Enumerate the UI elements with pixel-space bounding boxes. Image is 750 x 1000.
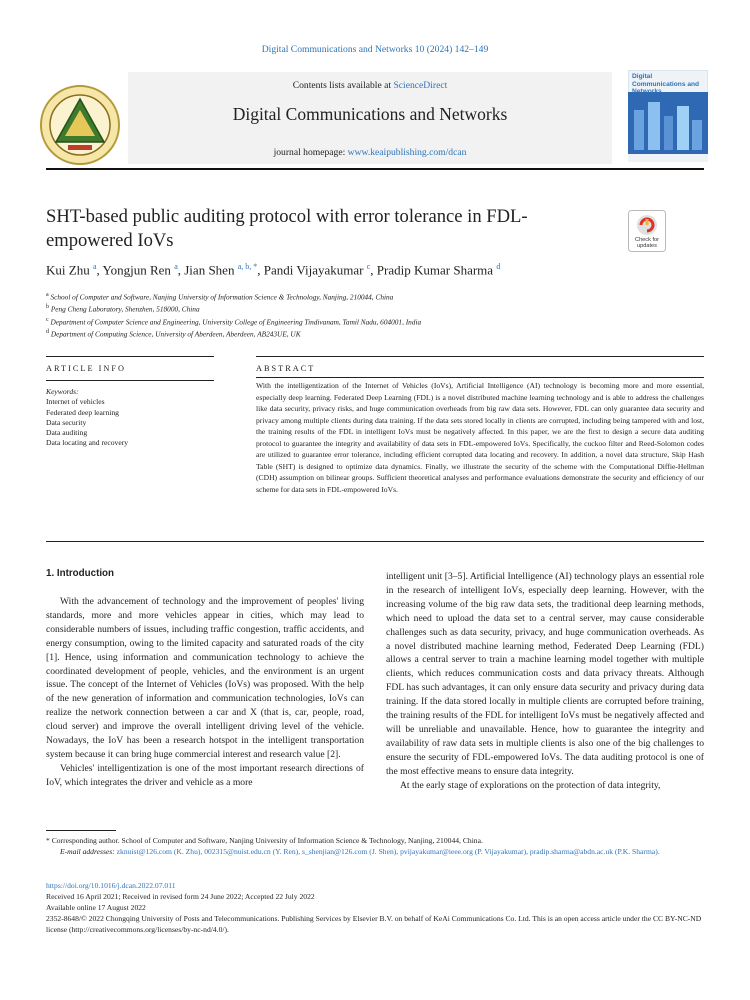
author-sup[interactable]: a, b, *	[237, 262, 258, 271]
keyword: Data locating and recovery	[46, 438, 129, 448]
homepage-prefix: journal homepage:	[273, 147, 348, 158]
article-title: SHT-based public auditing protocol with error tolerance in FDL-empowered IoVs	[46, 206, 528, 251]
abstract-text: With the intelligentization of the Internet of Vehicles (IoVs), Artificial Intelligence (AI) technology is becoming more and more essential, especially deep learning. Federated Deep Learning (FDL) is a novel distributed machine learning technology and is able to address the challenges like data security, privacy risks, and huge communication overheads from big raw data sets. However, FDL can only guarantee data security and privacy among multiple clients during data training. If the data sets stored locally in clients are corrupted, including being tampered with and lost, the training results of the FDL in intelligent IoVs must be negatively affected. In this paper, we are the first to design a secure data auditing protocol to guarantee the integrity and availability of data sets in FDL-empowered IoVs. Specifically, the cuckoo filter and Reed-Solomon codes are utilized to guarantee error tolerance, including efficient corrupted data locating and recovery. In addition, a novel data structure, Skip Hash Table (SHT) is designed to optimize data dynamics. Finally, we illustrate the security of the scheme with the Computational Diffie-Hellman (CDH) assumption on bilinear groups. Sufficient theoretical analyses and performance evaluations demonstrate the security and efficiency of our scheme for data sets in FDL-empowered IoVs.	[256, 381, 704, 494]
article-info-rule	[46, 380, 214, 381]
keyword: Data auditing	[46, 428, 88, 438]
email-addresses[interactable]: zknuist@126.com (K. Zhu), 002315@nuist.edu.cn (Y. Ren), s_shenjian@126.com (J. Shen), pvijayakumar@ieee.org (P. Vijayakumar), pradip.sharma@abdn.ac.uk (P.K. Sharma).	[116, 847, 660, 856]
available-date: Available online 17 August 2022	[46, 903, 146, 913]
keyword: Federated deep learning	[46, 407, 119, 417]
article-metadata	[46, 880, 706, 935]
body-right-column	[386, 570, 704, 793]
check-for-updates-badge[interactable]	[628, 210, 666, 252]
received-dates: Received 16 April 2021; Received in revised form 24 June 2022; Accepted 22 July 2022	[46, 892, 315, 902]
abstract-bottom-rule	[46, 541, 704, 542]
doi-link[interactable]: https://doi.org/10.1016/j.dcan.2022.07.011	[46, 881, 176, 890]
homepage-link[interactable]: www.keaipublishing.com/dcan	[347, 147, 467, 158]
abstract-heading: ABSTRACT	[256, 364, 316, 373]
contents-line	[128, 80, 612, 91]
section-heading: 1. Introduction	[46, 568, 115, 579]
email-label: E-mail addresses:	[60, 847, 115, 856]
affiliations	[46, 290, 706, 340]
sciencedirect-link[interactable]: ScienceDirect	[393, 80, 448, 91]
email-note	[46, 846, 706, 857]
author[interactable]: Yongjun Ren	[102, 262, 171, 278]
journal-cover-image	[628, 70, 708, 162]
paragraph: With the advancement of technology and the improvement of peoples' living standards, more and more vehicles appear in cities, which may lead to considerable numbers of issues, including traffic congestion, traffic accidents, and energy consumption, owing to the limited capacity and saturated roads of the city [1]. Hence, using information and communication technology to achieve the coordinated development of people, vehicles, and the environment is an urgent issue. The concept of the Internet of Vehicles (IoVs) was proposed. With the help of the new generation of information and communication technologies, IoVs can realize the network connection between a car and X (that is, car, people, road, cloud server) and improve the overall intelligent driving level of the vehicle. Nowadays, the IoV has been a research hotspot in the intelligent transportation system because it can bring huge commercial interest and research value [2].	[46, 596, 364, 760]
cover-title: Digital Communications and Networks	[632, 73, 700, 95]
copyright-notice: 2352-8648/© 2022 Chongqing University of Posts and Telecommunications. Publishing Services by Elsevier B.V. on behalf of KeAi Communications Co. Ltd. This is an open access article under the CC BY-NC-ND license (http://creativecommons.org/licenses/by-nc-nd/4.0/).	[46, 914, 702, 935]
author-sup[interactable]: a	[174, 262, 178, 271]
university-logo-icon	[38, 84, 122, 166]
footnote-rule	[46, 830, 116, 831]
affiliation: $^a$ School of Computer and Software, Nanjing University of Information Science & Technology, Nanjing, 210044, China	[46, 292, 394, 302]
author[interactable]: Pradip Kumar Sharma	[376, 262, 494, 278]
homepage-line	[128, 147, 612, 158]
abstract-rule-top	[256, 356, 704, 357]
affiliation: $^c$ Department of Computer Science and Engineering, University College of Engineering Tindivanam, Tamil Nadu, 604001, India	[46, 316, 422, 327]
corresponding-author-note: * Corresponding author. School of Computer and Software, Nanjing University of Information Science & Technology, Nanjing, 210044, China.	[46, 836, 483, 845]
author[interactable]: Jian Shen	[184, 262, 235, 278]
keyword: Internet of vehicles	[46, 397, 105, 407]
article-info-rule-top	[46, 356, 214, 357]
author[interactable]: Pandi Vijayakumar	[263, 262, 364, 278]
author-list: Kui Zhu $^a$, Yongjun Ren $^a$, Jian Shen $^{a, b, *}$, Pandi Vijayakumar $^c$, Pradip Kumar Sharma $^d$	[46, 262, 501, 278]
badge-label: Check for updates	[635, 237, 659, 250]
header-rule	[46, 168, 704, 170]
article-info-heading: ARTICLE INFO	[46, 364, 126, 373]
journal-citation[interactable]: Digital Communications and Networks 10 (2024) 142–149	[261, 44, 489, 55]
paragraph: At the early stage of explorations on the protection of data integrity,	[400, 779, 661, 791]
affiliation: $^d$ Department of Computing Science, University of Aberdeen, Aberdeen, AB243UE, UK	[46, 329, 301, 339]
body-left-column	[46, 595, 364, 790]
keywords-block	[46, 387, 216, 449]
affiliation: $^b$ Peng Cheng Laboratory, Shenzhen, 518000, China	[46, 304, 200, 314]
author[interactable]: Kui Zhu	[46, 262, 90, 278]
paragraph: intelligent unit [3–5]. Artificial Intelligence (AI) technology plays an essential role in the research of intelligent IoVs, especially deep learning. However, with the increasing volume of the big raw data sets, the traditional deep learning methods, which need to upload the data set to a central server, may cause considerable challenges such as data security, privacy, and huge communication overheads. As a novel distributed machine learning method, Federated Deep Learning (FDL) allows a central server to train a machine learning model together with multiple clients, which reduces communication costs and data privacy threats. Although FDL has such advantages, it can only ensure data security and privacy during data training. If the data stored locally in multiple clients are corrupted before training, the training results of the FDL for intelligent IoVs must be negatively affected and will be unreliable and unavailable. Hence, how to guarantee the integrity and availability of raw data sets in multiple clients is also one of the big challenges to ensure the security of FDL-empowered IoVs. The data auditing protocol is one of the most effective means to ensure data integrity.	[386, 571, 704, 777]
abstract-rule	[256, 377, 704, 378]
paragraph: Vehicles' intelligentization is one of the most important research directions of IoV, which integrates the driver and vehicle as a more	[46, 762, 364, 788]
footnotes	[46, 835, 706, 857]
keyword: Data security	[46, 417, 87, 427]
author-sup[interactable]: a	[92, 262, 97, 271]
author-sup[interactable]: c	[366, 262, 371, 271]
author-sup[interactable]: d	[496, 262, 501, 271]
journal-title: Digital Communications and Networks	[232, 104, 508, 124]
keywords-label: Keywords:	[46, 387, 79, 396]
contents-prefix: Contents lists available at	[292, 80, 394, 91]
